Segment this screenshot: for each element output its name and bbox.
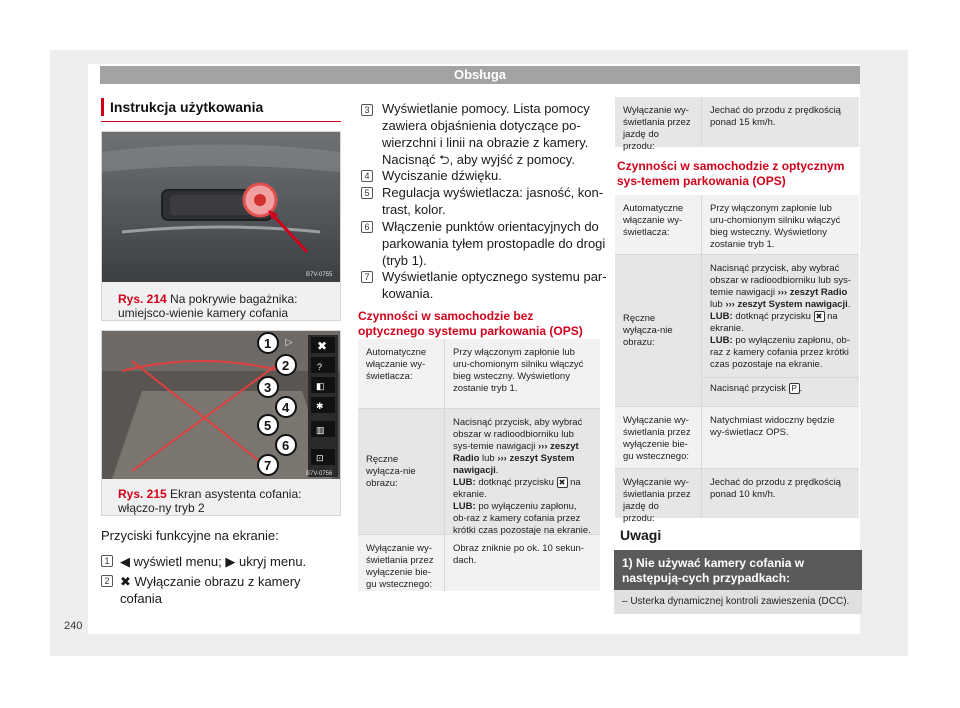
item-text: Wyciszanie dźwięku. [382, 168, 502, 183]
figure-215-caption [118, 487, 328, 515]
section-title: Instrukcja użytkowania [101, 98, 341, 116]
table-cell-right: Przy włączonym zapłonie lub uru-chomionym silniku włączyć bieg wsteczny. Wyświetlony zostanie tryb 1. [444, 339, 600, 408]
note-item: – Usterka dynamicznej kontroli zawieszenia (DCC). [614, 590, 862, 614]
intro-text: Przyciski funkcyjne na ekranie: [101, 528, 279, 543]
figure-215-image [102, 331, 340, 479]
page-number: 240 [64, 620, 83, 632]
figure-214-image [102, 132, 340, 282]
item-text: Włączenie punktów orientacyjnych do parkowania tyłem prostopadle do drogi (tryb 1). [382, 219, 606, 268]
note-box-title: 1) Nie używać kamery cofania w następują-cych przypadkach: [614, 550, 862, 590]
figure-label: Rys. 215 [118, 487, 167, 501]
item-number: 5 [361, 187, 373, 199]
table-cell-left: Wyłączanie wy-świetlania przez wyłączenie bie-gu wstecznego: [623, 415, 691, 462]
svg-text:?: ? [317, 362, 323, 372]
svg-text:▥: ▥ [316, 425, 325, 435]
table1 [358, 339, 600, 591]
item-number: 2 [101, 575, 113, 587]
callout-1: 1 [264, 336, 272, 351]
figure-214-caption [118, 292, 328, 320]
close-icon: ✖ [557, 477, 568, 488]
item-number: 3 [361, 104, 373, 116]
figure-214-code: B7V-0755 [306, 272, 333, 278]
table1-heading: Czynności w samochodzie bez optycznego systemu parkowania (OPS) [358, 309, 583, 338]
figure-caption-text: Ekran asystenta cofania: włączo-ny tryb 2 [118, 487, 302, 515]
callout-7: 7 [264, 458, 272, 473]
figure-215 [101, 330, 341, 516]
item-number: 7 [361, 271, 373, 283]
svg-text:✱: ✱ [316, 401, 324, 411]
item-number: 4 [361, 170, 373, 182]
callout-5: 5 [264, 418, 272, 433]
page-header: Obsługa [100, 66, 860, 84]
table2-heading: Czynności w samochodzie z optycznym sys-temem parkowania (OPS) [617, 159, 845, 188]
item-text: ◀ wyświetl menu; ▶ ukryj menu. [120, 554, 307, 569]
table-cell-left: Automatyczne włączanie wy-świetlacza: [623, 203, 684, 238]
callout-6: 6 [282, 438, 290, 453]
svg-text:✖: ✖ [317, 339, 328, 353]
table-row [615, 469, 859, 524]
table-cell-right: Jechać do przodu z prędkością ponad 15 km/h. [701, 97, 859, 147]
item-number: 1 [101, 555, 113, 567]
svg-text:◧: ◧ [316, 381, 325, 391]
parking-icon: P [789, 383, 800, 394]
table1-continuation [615, 97, 859, 152]
table-row [358, 409, 600, 535]
table-cell-left: Automatyczne włączanie wy-świetlacza: [366, 347, 427, 382]
table2 [615, 195, 859, 524]
item-number: 6 [361, 221, 373, 233]
table-cell-left: Ręczne wyłącza-nie obrazu: [366, 453, 416, 489]
table-cell-left: Wyłączanie wy-świetlania przez wyłączenie bie-gu wstecznego: [366, 543, 434, 590]
table-cell-right: Obraz zniknie po ok. 10 sekun-dach. [444, 535, 600, 591]
table-cell-right: Natychmiast widoczny będzie wy-świetlacz OPS. [701, 407, 859, 468]
figure-label: Rys. 214 [118, 292, 167, 306]
notes-heading: Uwagi [620, 527, 662, 543]
table-row [615, 407, 859, 469]
figure-215-code: B7V-0756 [306, 471, 333, 477]
figure-caption-text: Na pokrywie bagażnika: umiejsco-wienie kamery cofania [118, 292, 298, 320]
table-row [615, 255, 859, 407]
svg-text:▷: ▷ [285, 337, 293, 348]
callout-2: 2 [282, 358, 290, 373]
item-text: Wyświetlanie pomocy. Lista pomocy zawiera objaśnienia dotyczące po-wierzchni i linii na obrazie z kamery. Nacisnąć ⮌, aby wyjść z pomocy. [382, 101, 590, 167]
table-cell-right: Jechać do przodu z prędkością ponad 10 km/h. [701, 469, 859, 518]
item-text: Wyświetlanie optycznego systemu par-kowania. [382, 269, 607, 301]
svg-text:⊡: ⊡ [316, 453, 324, 463]
table-row [615, 97, 859, 152]
table-cell-left: Wyłączanie wy-świetlania przez jazdę do przodu: [623, 105, 691, 152]
close-icon: ✖ [814, 311, 825, 322]
table-cell-left: Ręczne wyłącza-nie obrazu: [623, 312, 673, 348]
table-row [615, 195, 859, 255]
table-cell-right: Nacisnąć przycisk, aby wybrać obszar w radioodbiorniku lub sys-temie nawigacji ››› zeszyt Radio lub ››› zeszyt System nawigacji. LUB: dotknąć przycisku ✖ na ekranie. LUB: po wyłączeniu zapłonu, ob-raz z kamery cofania przez krótki czas pozostaje na ekranie. [444, 409, 600, 534]
table-row [358, 535, 600, 591]
table-cell-right: Nacisnąć przycisk, aby wybrać obszar w radioodbiorniku lub sys-temie nawigacji ››› zeszyt Radio lub ››› zeszyt System nawigacji. LUB: dotknąć przycisku ✖ na ekranie. LUB: po wyłączeniu zapłonu, ob-raz z kamery cofania przez krótki czas pozostaje na ekranie. Nacisnąć przycisk P . [701, 255, 859, 406]
callout-4: 4 [282, 400, 290, 415]
item-text: Regulacja wyświetlacza: jasność, kon-trast, kolor. [382, 185, 604, 217]
table-cell-right: Przy włączonym zapłonie lub uru-chomionym silniku włączyć bieg wsteczny. Wyświetlony zostanie tryb 1. [701, 195, 859, 254]
section-rule [101, 121, 341, 122]
table-cell-left: Wyłączanie wy-świetlania przez jazdę do przodu: [623, 477, 691, 524]
table-row [358, 339, 600, 409]
figure-214 [101, 131, 341, 321]
item-text: ✖ Wyłączanie obrazu z kamery cofania [120, 574, 301, 606]
callout-3: 3 [264, 380, 272, 395]
